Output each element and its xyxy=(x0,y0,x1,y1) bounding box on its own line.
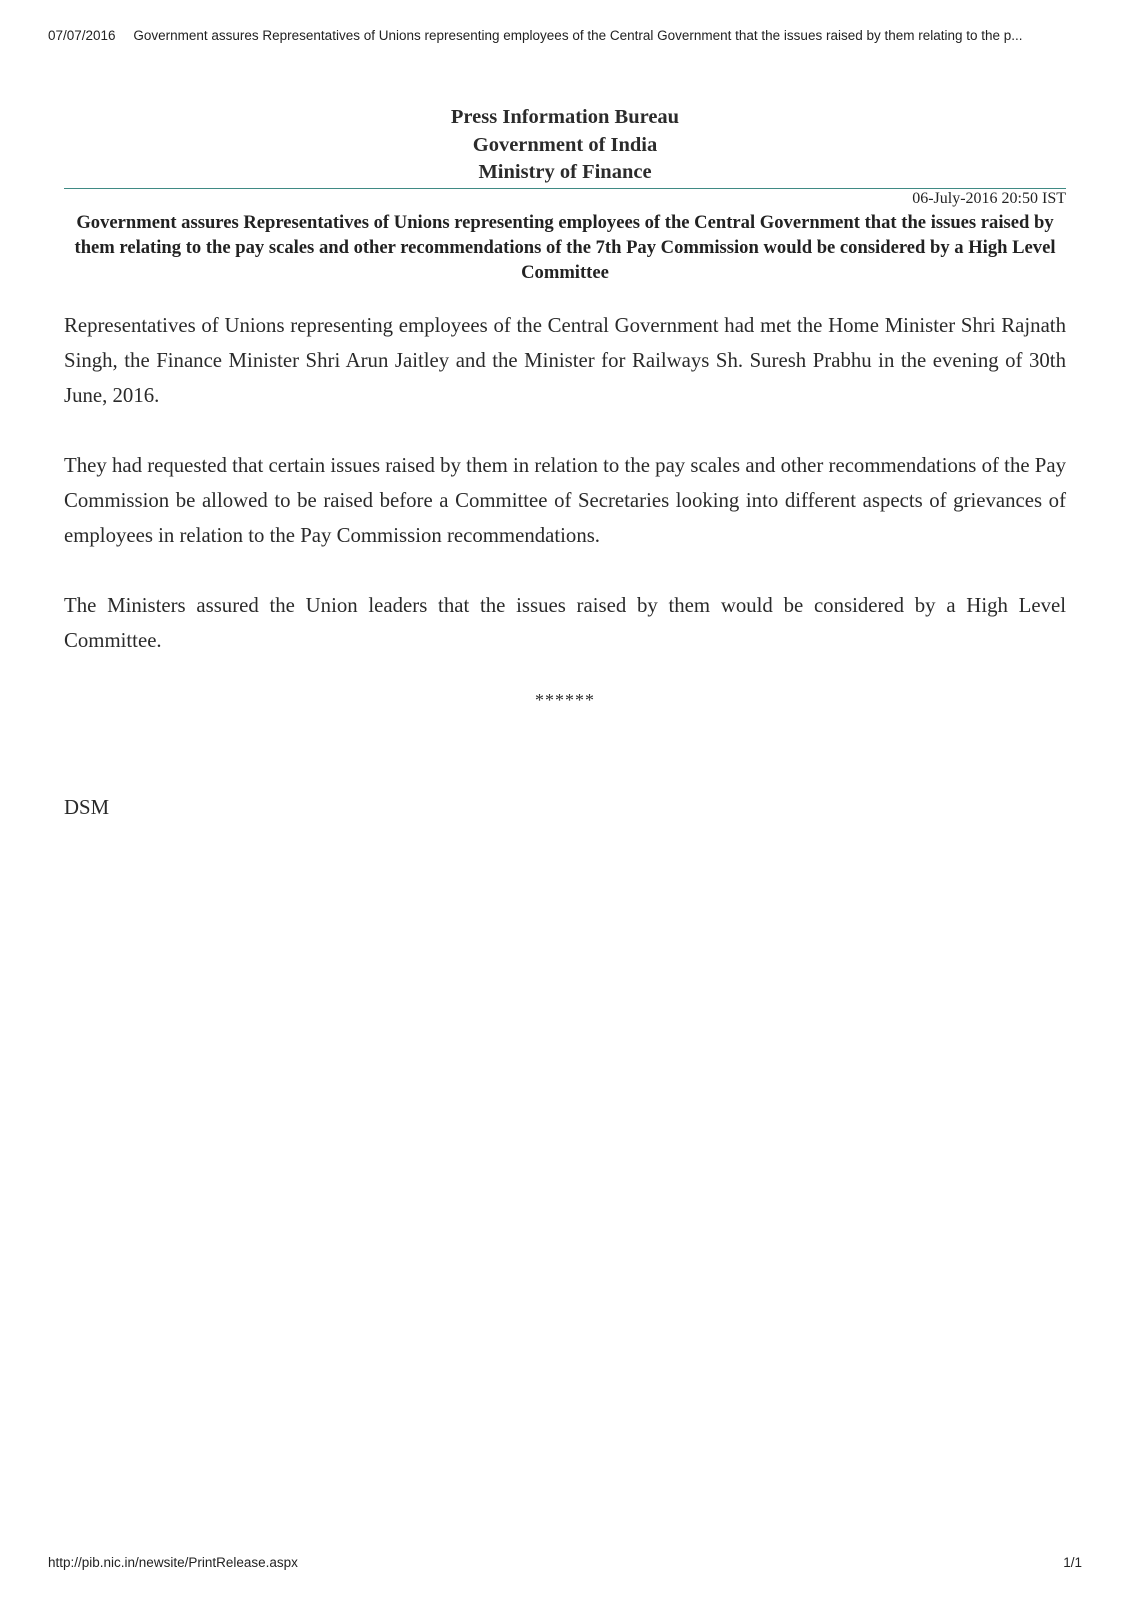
print-title: Government assures Representatives of Unions representing employees of the Central Government that the issues raised by them relating to the p... xyxy=(133,28,1023,43)
header-divider xyxy=(64,188,1066,189)
page-number: 1/1 xyxy=(1063,1555,1082,1570)
print-date: 07/07/2016 xyxy=(48,28,116,43)
section-separator: ****** xyxy=(535,690,595,710)
signoff: DSM xyxy=(64,796,110,819)
body-paragraph: Representatives of Unions representing employees of the Central Government had met the Home Minister Shri Rajnath Singh, the Finance Minister Shri Arun Jaitley and the Minister for Railways Sh. Suresh Prabhu in the evening of 30th June, 2016. xyxy=(64,314,1066,407)
ministry-name: Ministry of Finance xyxy=(478,161,652,183)
government-name: Government of India xyxy=(472,133,658,156)
release-date: 06-July-2016 20:50 IST xyxy=(912,190,1066,207)
masthead xyxy=(64,104,1066,187)
body-paragraph: The Ministers assured the Union leaders that the issues raised by them would be considered by a High Level Committee. xyxy=(64,594,1066,652)
body-paragraph: They had requested that certain issues raised by them in relation to the pay scales and other recommendations of the Pay Commission be allowed to be raised before a Committee of Secretaries looking into different aspects of grievances of employees in relation to the Pay Commission recommendations. xyxy=(64,454,1066,547)
bureau-name: Press Information Bureau xyxy=(450,106,680,128)
print-header xyxy=(48,28,1082,43)
release-body xyxy=(64,308,1066,693)
release-headline: Government assures Representatives of Unions representing employees of the Central Government that the issues raised by them relating to the pay scales and other recommendations of the 7th Pay Commission would be considered by a High Level Committee xyxy=(74,212,1056,283)
print-footer xyxy=(48,1555,1082,1570)
source-url: http://pib.nic.in/newsite/PrintRelease.aspx xyxy=(48,1555,298,1570)
